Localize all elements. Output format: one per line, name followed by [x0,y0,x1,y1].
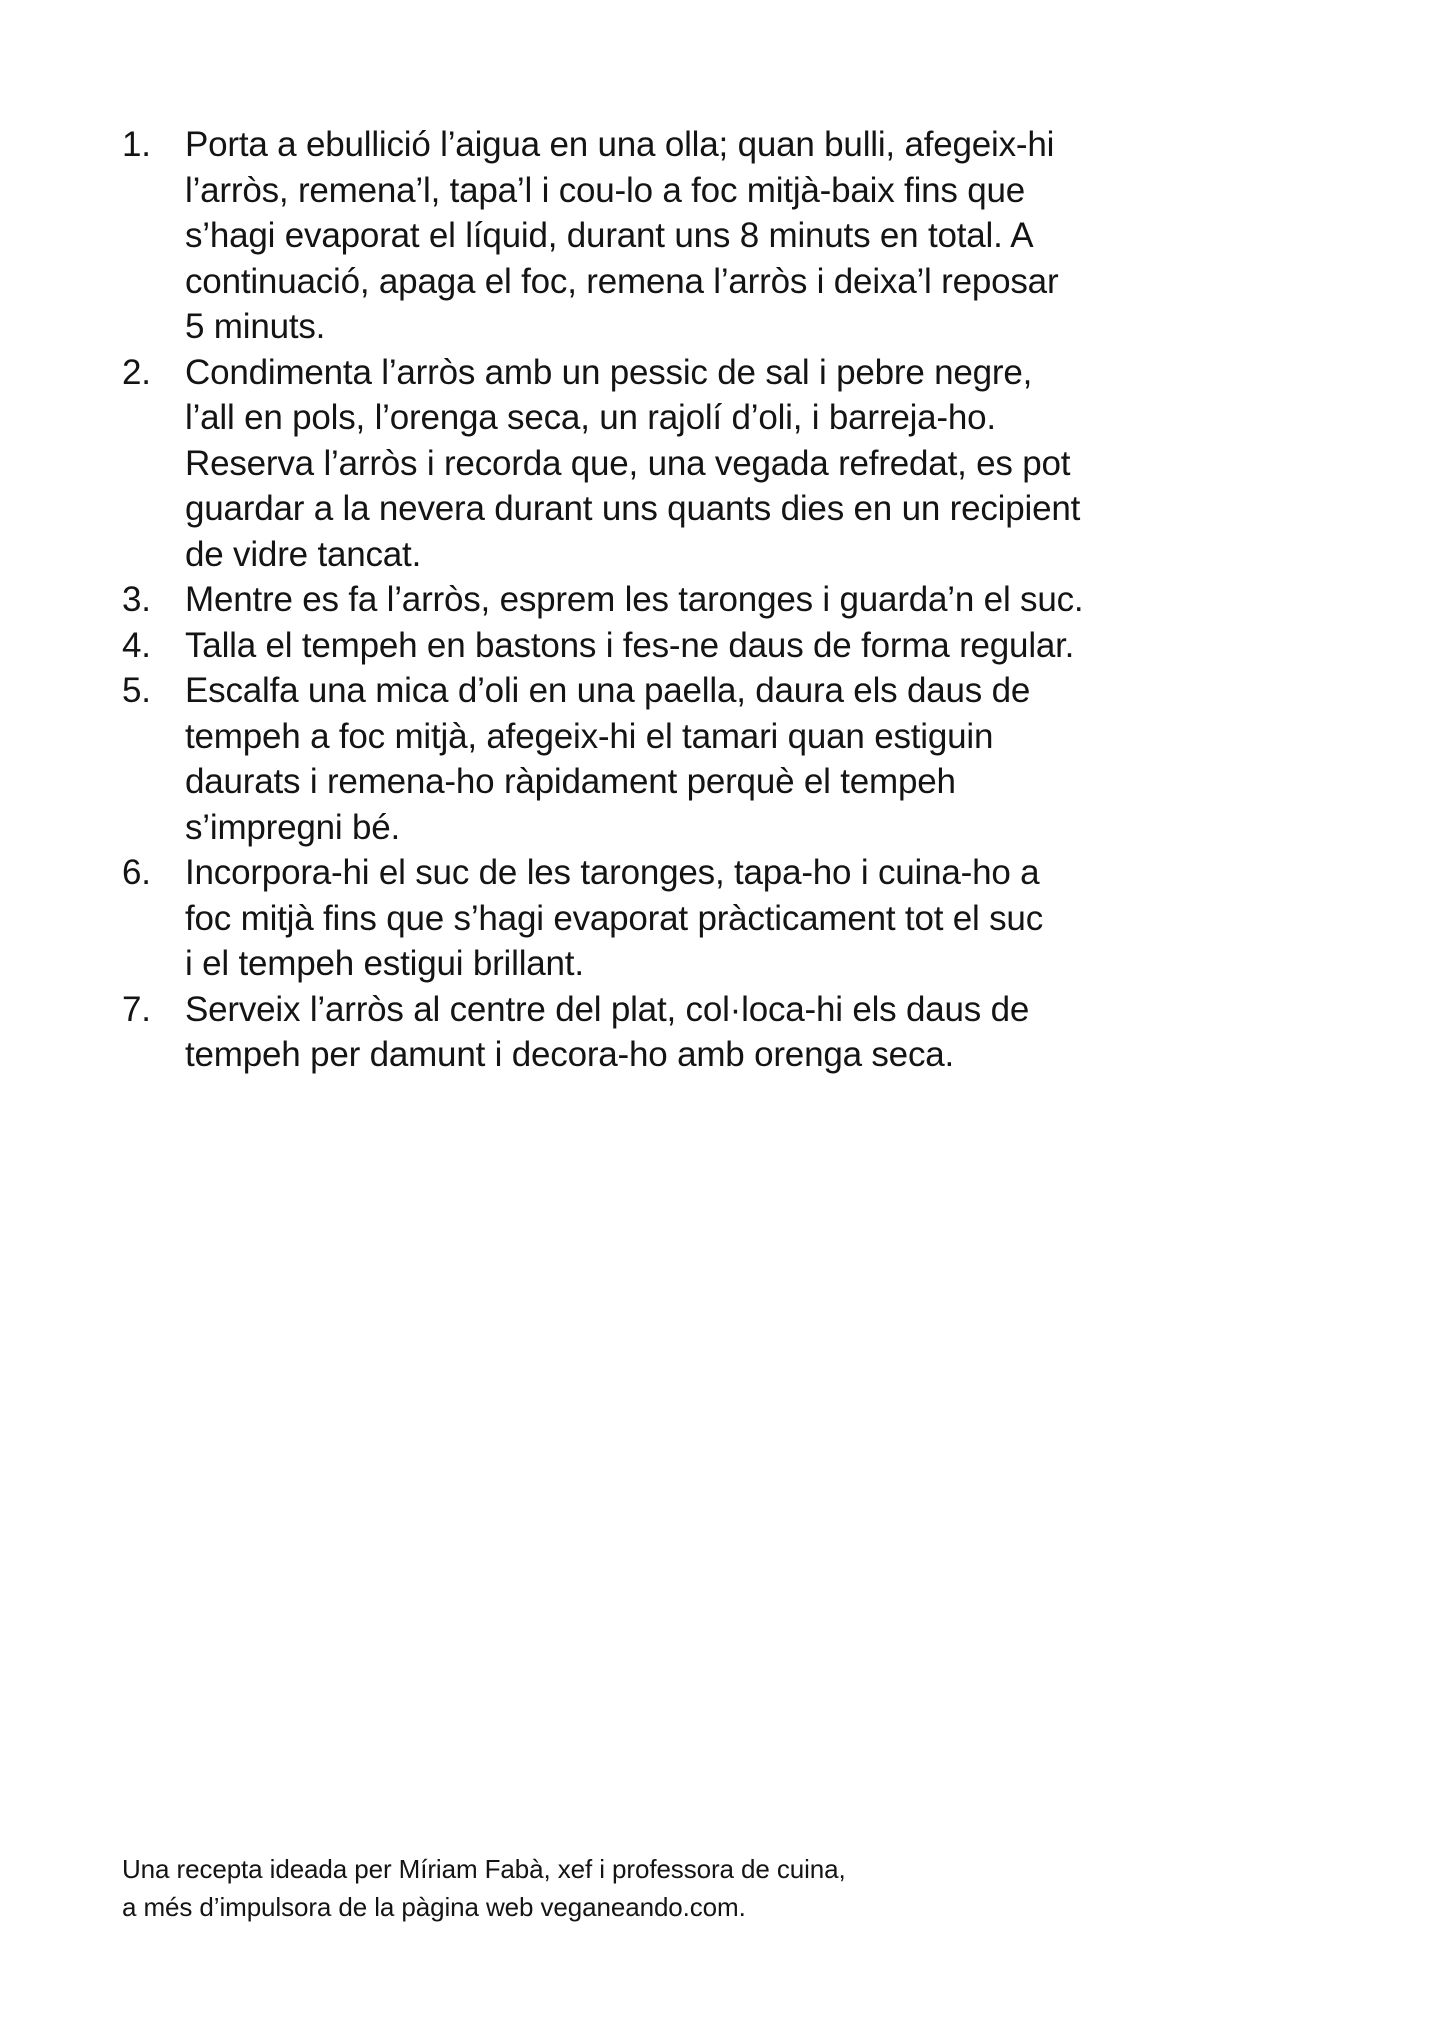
recipe-credit [122,1850,1222,1926]
step-text-line: l’all en pols, l’orenga seca, un rajolí d’oli, i barreja-ho. [185,398,996,437]
step-text-line: Incorpora-hi el suc de les taronges, tapa-ho i cuina-ho a [185,853,1040,892]
step-text [185,850,1222,987]
step-text [185,668,1222,850]
step-item [122,577,1222,623]
step-text [185,577,1222,623]
step-item [122,623,1222,669]
step-number: 2. [122,352,151,392]
step-text-line: tempeh per damunt i decora-ho amb orenga seca. [185,1035,955,1074]
step-text-line: Porta a ebullició l’aigua en una olla; quan bulli, afegeix-hi [185,125,1055,164]
step-text-line: Escalfa una mica d’oli en una paella, daura els daus de [185,671,1031,710]
step-text-line: daurats i remena-ho ràpidament perquè el tempeh [185,762,956,801]
step-item [122,850,1222,987]
step-number: 7. [122,989,151,1029]
step-text-line: s’hagi evaporat el líquid, durant uns 8 minuts en total. A [185,216,1034,255]
step-text-line: l’arròs, remena’l, tapa’l i cou-lo a foc mitjà-baix fins que [185,170,1026,210]
step-item [122,122,1222,350]
credit-line: a més d’impulsora de la pàgina web veganeando.com. [122,1892,746,1922]
step-number: 4. [122,625,151,665]
step-text [185,623,1222,669]
step-number: 5. [122,671,151,710]
step-text-line: Talla el tempeh en bastons i fes-ne daus de forma regular. [185,625,1075,665]
step-text-line: foc mitjà fins que s’hagi evaporat pràcticament tot el suc [185,898,1043,938]
step-text-line: tempeh a foc mitjà, afegeix-hi el tamari quan estiguin [185,716,994,756]
step-text-line: 5 minuts. [185,307,326,346]
credit-line: Una recepta ideada per Míriam Fabà, xef i professora de cuina, [122,1854,846,1884]
step-text [185,987,1222,1078]
step-number: 1. [122,125,151,164]
step-item [122,987,1222,1078]
step-text-line: Mentre es fa l’arròs, esprem les taronges i guarda’n el suc. [185,580,1084,619]
step-number: 6. [122,853,151,892]
step-text-line: s’impregni bé. [185,807,401,847]
step-item [122,668,1222,850]
step-text-line: Reserva l’arròs i recorda que, una vegada refredat, es pot [185,443,1071,483]
step-text-line: de vidre tancat. [185,534,422,574]
step-item [122,350,1222,578]
step-text-line: guardar a la nevera durant uns quants dies en un recipient [185,489,1081,528]
recipe-steps [122,122,1222,1078]
step-text [185,122,1222,350]
step-text-line: continuació, apaga el foc, remena l’arròs i deixa’l reposar [185,261,1059,301]
step-text-line: Condimenta l’arròs amb un pessic de sal i pebre negre, [185,352,1033,392]
step-text-line: i el tempeh estigui brillant. [185,944,584,983]
step-number: 3. [122,580,151,619]
step-text-line: Serveix l’arròs al centre del plat, col·loca-hi els daus de [185,989,1030,1029]
step-text [185,350,1222,578]
